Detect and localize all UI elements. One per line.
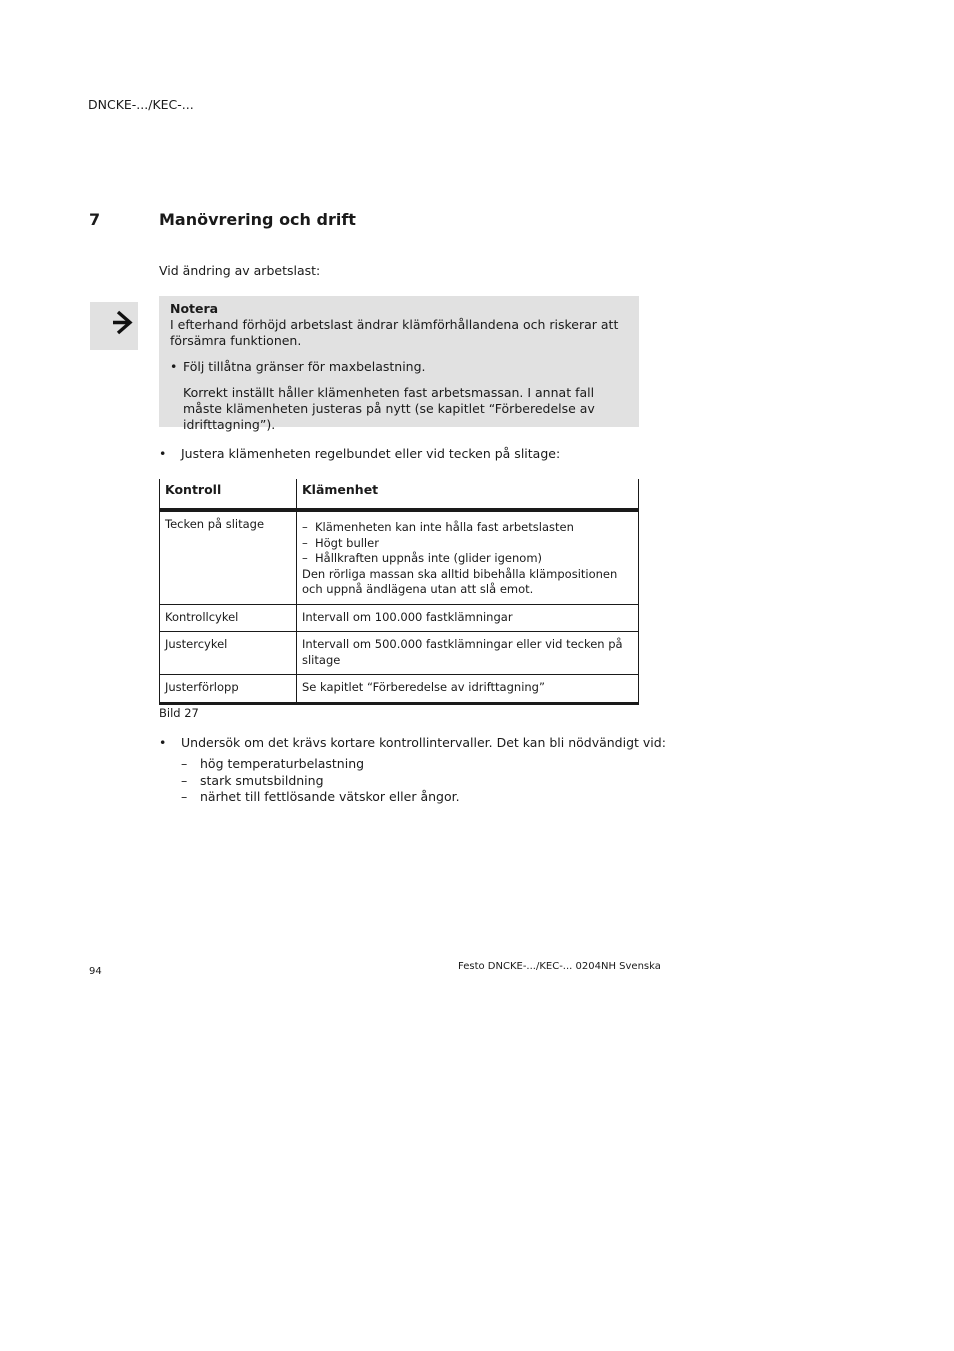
dash-marker: – bbox=[302, 520, 308, 534]
table-cell: Intervall om 500.000 fastklämningar eller vid tecken på slitage bbox=[297, 632, 639, 675]
dash-marker: – bbox=[302, 551, 308, 565]
sub-item bbox=[181, 756, 364, 772]
cell-extra-text: Den rörliga massan ska alltid bibehålla klämpositionen och uppnå ändlägena utan att slå emot. bbox=[302, 566, 618, 596]
section-number: 7 bbox=[89, 210, 101, 229]
section-title: Manövrering och drift bbox=[159, 210, 356, 229]
bullet-marker: • bbox=[170, 359, 178, 374]
table-row bbox=[160, 632, 639, 675]
bullet-marker: • bbox=[159, 446, 167, 461]
dash-marker: – bbox=[181, 773, 188, 788]
dash-marker: – bbox=[302, 535, 308, 550]
table-row bbox=[160, 604, 639, 632]
note-extra-text: Korrekt inställt håller klämenheten fast arbetsmassan. I annat fall måste klämenheten justeras på nytt (se kapitlet “Förberedelse av idrifttagning”). bbox=[183, 385, 595, 432]
table-cell: Justercykel bbox=[160, 632, 297, 675]
dash-item bbox=[302, 520, 633, 536]
note-bullet bbox=[170, 359, 628, 375]
column-header-kontroll: Kontroll bbox=[160, 479, 297, 510]
table-row bbox=[160, 675, 639, 704]
table-cell: Justerförlopp bbox=[160, 675, 297, 704]
dash-item bbox=[302, 536, 633, 552]
arrow-right-icon bbox=[90, 302, 138, 350]
table-cell bbox=[297, 510, 639, 604]
table-row bbox=[160, 510, 639, 604]
bullet-text: Undersök om det krävs kortare kontrollintervaller. Det kan bli nödvändigt vid: bbox=[181, 735, 666, 750]
note-symbol bbox=[90, 302, 138, 350]
note-title: Notera bbox=[170, 301, 219, 316]
table-header-row bbox=[160, 479, 639, 510]
sub-item-text: närhet till fettlösande vätskor eller ångor. bbox=[200, 789, 460, 804]
footer-doc-id: Festo DNCKE-.../KEC-... 0204NH Svenska bbox=[458, 961, 661, 972]
dash-item-text: Klämenheten kan inte hålla fast arbetslasten bbox=[315, 520, 574, 534]
table-cell: Tecken på slitage bbox=[160, 510, 297, 604]
bullet-text: Justera klämenheten regelbundet eller vid tecken på slitage: bbox=[181, 446, 561, 461]
table-cell: Kontrollcykel bbox=[160, 604, 297, 632]
sub-item-text: hög temperaturbelastning bbox=[200, 756, 365, 771]
page-number: 94 bbox=[89, 966, 102, 977]
dash-marker: – bbox=[181, 756, 188, 771]
sub-item bbox=[181, 789, 460, 805]
intro-text: Vid ändring av arbetslast: bbox=[159, 263, 321, 278]
column-header-klamenhet: Klämenhet bbox=[297, 479, 639, 510]
page-header: DNCKE-.../KEC-... bbox=[88, 97, 194, 112]
note-bullet-text: Följ tillåtna gränser för maxbelastning. bbox=[183, 359, 426, 374]
table-cell: Intervall om 100.000 fastklämningar bbox=[297, 604, 639, 632]
table-cell: Se kapitlet “Förberedelse av idrifttagning” bbox=[297, 675, 639, 704]
dash-marker: – bbox=[181, 789, 188, 804]
control-table bbox=[159, 479, 639, 705]
note-text: I efterhand förhöjd arbetslast ändrar klämförhållandena och riskerar att försämra funktionen. bbox=[170, 317, 619, 348]
note-box bbox=[159, 296, 639, 432]
dash-item bbox=[302, 551, 633, 567]
dash-item-text: Hållkraften uppnås inte (glider igenom) bbox=[315, 551, 543, 565]
figure-caption: Bild 27 bbox=[159, 706, 199, 720]
dash-item-text: Högt buller bbox=[315, 535, 379, 550]
sub-item bbox=[181, 773, 324, 789]
bullet-marker: • bbox=[159, 735, 167, 750]
sub-item-text: stark smutsbildning bbox=[200, 773, 324, 788]
